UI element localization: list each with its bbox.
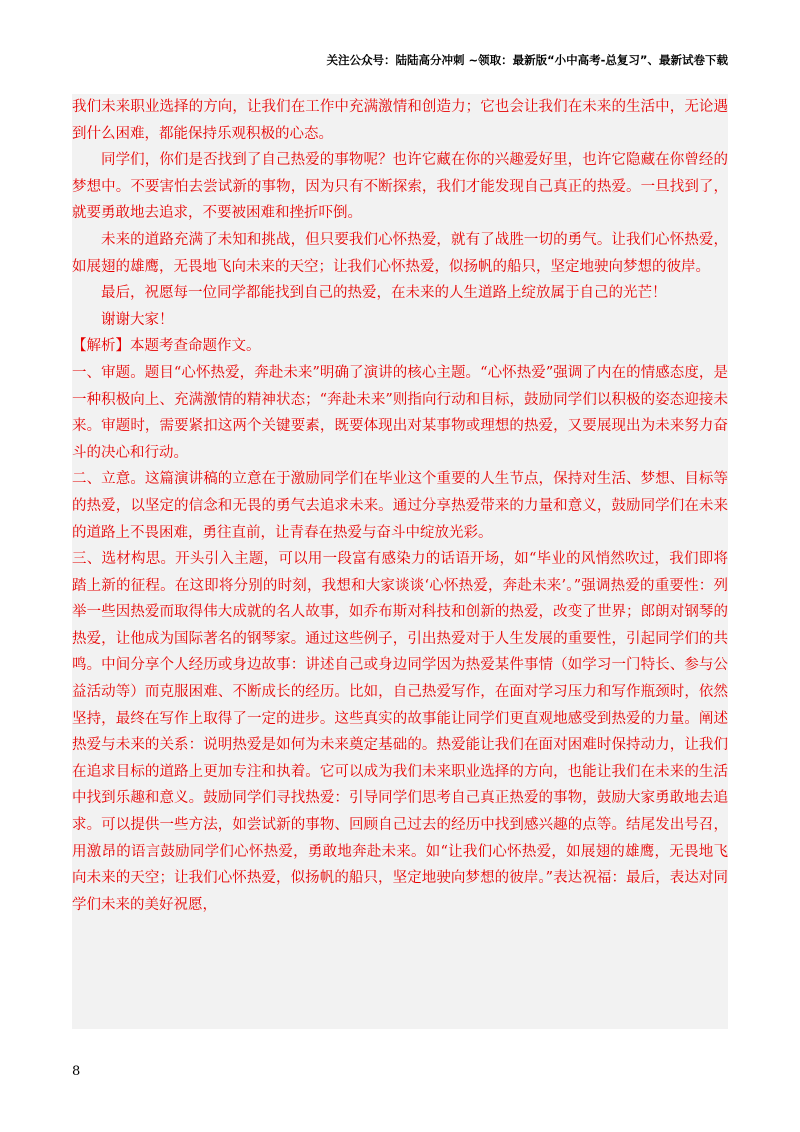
paragraph: 未来的道路充满了未知和挑战，但只要我们心怀热爱，就有了战胜一切的勇气。让我们心怀热爱，如展翅的雄鹰，无畏地飞向未来的天空；让我们心怀热爱，似扬帆的船只，坚定地驶向梦想的彼岸。 [72,231,728,275]
paragraph: 我们未来职业选择的方向，让我们在工作中充满激情和创造力；它也会让我们在未来的生活中，无论遇到什么困难，都能保持乐观积极的心态。 [72,99,728,142]
analysis-section-material: 三、选材构思。开头引入主题，可以用一段富有感染力的话语开场，如“毕业的风悄然吹过，我们即将踏上新的征程。在这即将分别的时刻，我想和大家谈谈‘心怀热爱，奔赴未来’。”强调热爱的重要性：列举一些因热爱而取得伟大成就的名人故事，如乔布斯对科技和创新的热爱，改变了世界；郎朗对钢琴的热爱，让他成为国际著名的钢琴家。通过这些例子，引出热爱对于人生发展的重要性，引起同学们的共鸣。中间分享个人经历或身边故事：讲述自己或身边同学因为热爱某件事情（如学习一门特长、参与公益活动等）而克服困难、不断成长的经历。比如，自己热爱写作，在面对学习压力和写作瓶颈时，依然坚持，最终在写作上取得了一定的进步。这些真实的故事能让同学们更直观地感受到热爱的力量。阐述热爱与未来的关系：说明热爱是如何为未来奠定基础的。热爱能让我们在面对困难时保持动力，让我们在追求目标的道路上更加专注和执着。它可以成为我们未来职业选择的方向，也能让我们在未来的生活中找到乐趣和意义。鼓励同学们寻找热爱：引导同学们思考自己真正热爱的事物，鼓励大家勇敢地去追求。可以提供一些方法，如尝试新的事物、回顾自己过去的经历中找到感兴趣的点等。结尾发出号召，用激昂的语言鼓励同学们心怀热爱，勇敢地奔赴未来。如“让我们心怀热爱，如展翅的雄鹰，无畏地飞向未来的天空；让我们心怀热爱，似扬帆的船只，坚定地驶向梦想的彼岸。”表达祝福：最后，表达对同学们未来的美好祝愿， [72,551,728,913]
answer-content [72,94,728,1029]
page-number: 8 [72,1064,81,1079]
paragraph: 同学们，你们是否找到了自己热爱的事物呢？也许它藏在你的兴趣爱好里，也许它隐藏在你曾经的梦想中。不要害怕去尝试新的事物，因为只有不断探索，我们才能发现自己真正的热爱。一旦找到了，就要勇敢地去追求，不要被困难和挫折吓倒。 [72,152,728,222]
analysis-section-theme: 二、立意。这篇演讲稿的立意在于激励同学们在毕业这个重要的人生节点，保持对生活、梦想、目标等的热爱，以坚定的信念和无畏的勇气去追求未来。通过分享热爱带来的力量和意义，鼓励同学们在未来的道路上不畏困难，勇往直前，让青春在热爱与奋斗中绽放光彩。 [72,471,728,541]
analysis-section-review: 一、审题。题目“心怀热爱，奔赴未来”明确了演讲的核心主题。“心怀热爱”强调了内在的情感态度，是一种积极向上、充满激情的精神状态；“奔赴未来”则指向行动和目标，鼓励同学们以积极的姿态迎接未来。审题时，需要紧扣这两个关键要素，既要体现出对某事物或理想的热爱，又要展现出为未来努力奋斗的决心和行动。 [72,364,728,461]
analysis-heading: 【解析】本题考查命题作文。 [72,338,261,355]
paragraph: 最后，祝愿每一位同学都能找到自己的热爱，在未来的人生道路上绽放属于自己的光芒！ [101,285,667,302]
paragraph: 谢谢大家！ [101,311,174,328]
page-header: 关注公众号：陆陆高分冲刺 ~领取：最新版“小中高考-总复习”、最新试卷下载 [326,53,728,67]
